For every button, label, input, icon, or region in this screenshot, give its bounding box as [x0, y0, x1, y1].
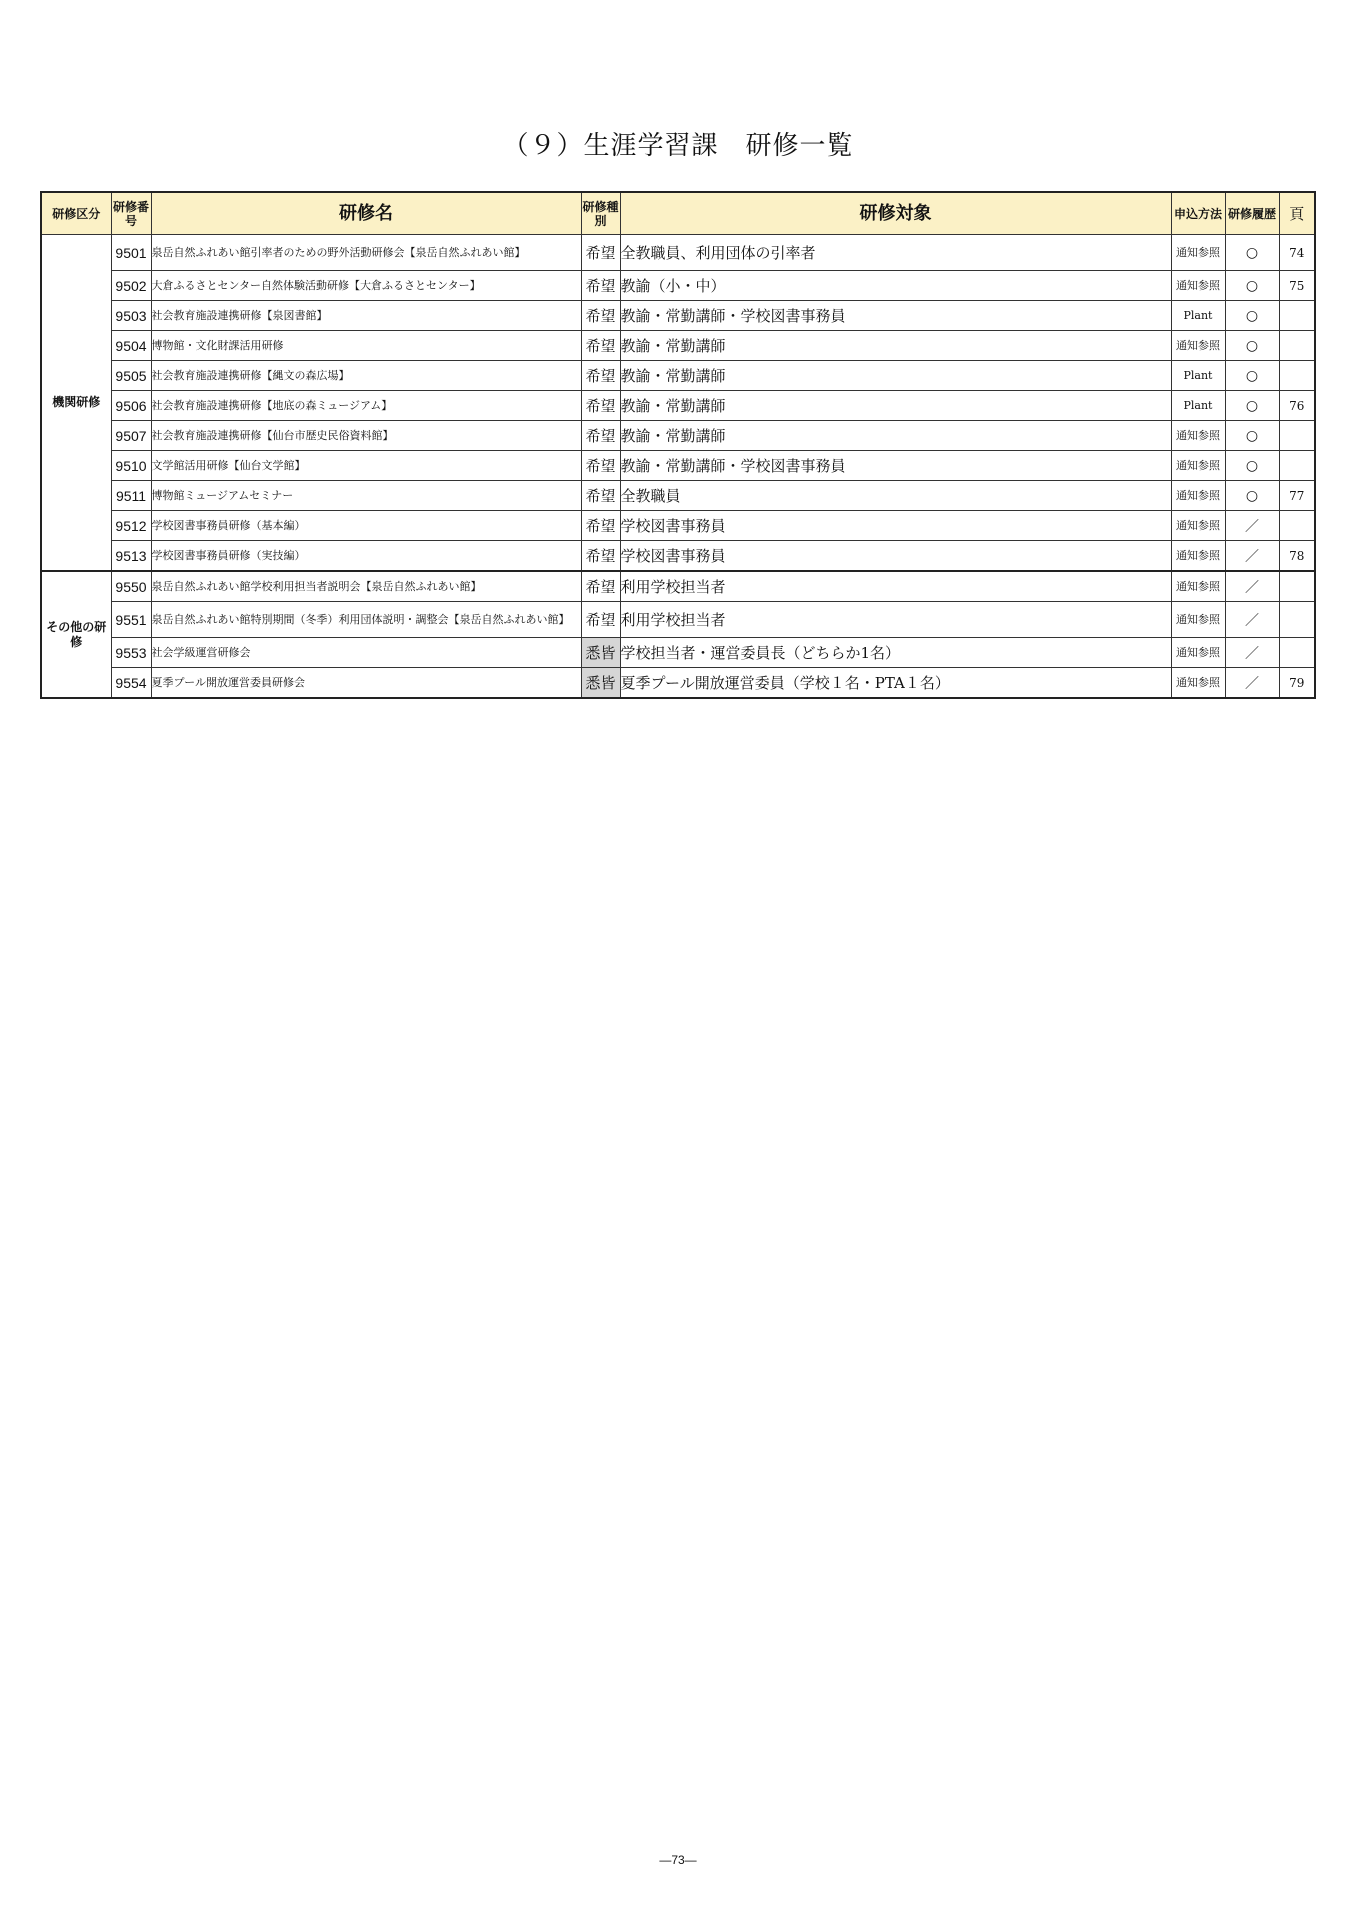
training-number: 9512: [111, 511, 151, 541]
application-method: 通知参照: [1171, 602, 1225, 638]
training-target: 教諭・常勤講師: [620, 331, 1171, 361]
training-type: 希望: [581, 571, 620, 602]
training-name: 社会教育施設連携研修【地底の森ミュージアム】: [151, 391, 581, 421]
application-method: Plant: [1171, 391, 1225, 421]
training-name: 泉岳自然ふれあい館引率者のための野外活動研修会【泉岳自然ふれあい館】: [151, 235, 581, 271]
training-type: 希望: [581, 235, 620, 271]
page-title: （９）生涯学習課 研修一覧: [502, 131, 854, 161]
training-name: 博物館ミュージアムセミナー: [151, 481, 581, 511]
training-history: ○: [1225, 391, 1279, 421]
page-ref: [1279, 638, 1315, 668]
training-type: 希望: [581, 331, 620, 361]
training-number: 9550: [111, 571, 151, 602]
training-number: 9503: [111, 301, 151, 331]
training-target: 学校図書事務員: [620, 541, 1171, 572]
training-number: 9511: [111, 481, 151, 511]
page-ref: [1279, 331, 1315, 361]
table-row: [41, 541, 1315, 572]
table-row: [41, 668, 1315, 699]
table-row: [41, 391, 1315, 421]
application-method: 通知参照: [1171, 638, 1225, 668]
header-page: 頁: [1279, 192, 1315, 235]
category-cell: その他の研修: [41, 571, 111, 698]
table-row: [41, 301, 1315, 331]
application-method: 通知参照: [1171, 668, 1225, 699]
page-ref: [1279, 451, 1315, 481]
training-history: ○: [1225, 451, 1279, 481]
application-method: Plant: [1171, 361, 1225, 391]
training-type: 希望: [581, 541, 620, 572]
training-target: 利用学校担当者: [620, 602, 1171, 638]
table-row: [41, 571, 1315, 602]
training-table: [40, 191, 1316, 699]
table-row: [41, 511, 1315, 541]
training-type: 希望: [581, 602, 620, 638]
category-cell: 機関研修: [41, 235, 111, 572]
page-ref: [1279, 421, 1315, 451]
training-name: 夏季プール開放運営委員研修会: [151, 668, 581, 699]
page-number: ―73―: [659, 1853, 697, 1867]
training-name: 学校図書事務員研修（実技編）: [151, 541, 581, 572]
training-target: 全教職員、利用団体の引率者: [620, 235, 1171, 271]
header-application: 申込方法: [1171, 192, 1225, 235]
training-number: 9513: [111, 541, 151, 572]
page-ref: 78: [1279, 541, 1315, 572]
training-name: 博物館・文化財課活用研修: [151, 331, 581, 361]
header-name: 研修名: [151, 192, 581, 235]
header-history: 研修履歴: [1225, 192, 1279, 235]
table-row: [41, 331, 1315, 361]
training-type: 希望: [581, 361, 620, 391]
training-target: 教諭・常勤講師・学校図書事務員: [620, 451, 1171, 481]
training-number: 9554: [111, 668, 151, 699]
training-type: 希望: [581, 301, 620, 331]
training-name: 社会教育施設連携研修【縄文の森広場】: [151, 361, 581, 391]
header-type: 研修種別: [581, 192, 620, 235]
training-history: ○: [1225, 481, 1279, 511]
training-number: 9506: [111, 391, 151, 421]
training-number: 9510: [111, 451, 151, 481]
training-target: 学校図書事務員: [620, 511, 1171, 541]
page-ref: [1279, 511, 1315, 541]
page-ref: [1279, 361, 1315, 391]
application-method: 通知参照: [1171, 451, 1225, 481]
header-category: 研修区分: [41, 192, 111, 235]
application-method: 通知参照: [1171, 271, 1225, 301]
page-ref: [1279, 301, 1315, 331]
training-name: 泉岳自然ふれあい館特別期間（冬季）利用団体説明・調整会【泉岳自然ふれあい館】: [151, 602, 581, 638]
training-history: ○: [1225, 235, 1279, 271]
training-number: 9553: [111, 638, 151, 668]
training-number: 9551: [111, 602, 151, 638]
application-method: 通知参照: [1171, 481, 1225, 511]
training-number: 9507: [111, 421, 151, 451]
training-number: 9502: [111, 271, 151, 301]
training-target: 全教職員: [620, 481, 1171, 511]
table-row: [41, 451, 1315, 481]
training-history: ○: [1225, 361, 1279, 391]
training-history: ／: [1225, 571, 1279, 602]
training-name: 学校図書事務員研修（基本編）: [151, 511, 581, 541]
training-history: ／: [1225, 602, 1279, 638]
training-history: ／: [1225, 668, 1279, 699]
application-method: 通知参照: [1171, 571, 1225, 602]
application-method: 通知参照: [1171, 331, 1225, 361]
training-target: 教諭・常勤講師: [620, 421, 1171, 451]
training-name: 社会教育施設連携研修【泉図書館】: [151, 301, 581, 331]
header-target: 研修対象: [620, 192, 1171, 235]
training-target: 学校担当者・運営委員長（どちらか1名）: [620, 638, 1171, 668]
training-history: ／: [1225, 541, 1279, 572]
training-type: 希望: [581, 421, 620, 451]
table-row: [41, 421, 1315, 451]
training-history: ○: [1225, 301, 1279, 331]
table-row: [41, 638, 1315, 668]
training-history: ○: [1225, 331, 1279, 361]
table-row: [41, 271, 1315, 301]
training-type: 希望: [581, 391, 620, 421]
training-type: 希望: [581, 481, 620, 511]
training-target: 夏季プール開放運営委員（学校１名・PTA１名）: [620, 668, 1171, 699]
application-method: 通知参照: [1171, 541, 1225, 572]
training-history: ／: [1225, 511, 1279, 541]
training-name: 社会教育施設連携研修【仙台市歴史民俗資料館】: [151, 421, 581, 451]
training-number: 9504: [111, 331, 151, 361]
training-history: ／: [1225, 638, 1279, 668]
table-row: [41, 361, 1315, 391]
training-history: ○: [1225, 271, 1279, 301]
table-body: [41, 235, 1315, 699]
application-method: 通知参照: [1171, 235, 1225, 271]
application-method: Plant: [1171, 301, 1225, 331]
training-type: 希望: [581, 451, 620, 481]
page-ref: 75: [1279, 271, 1315, 301]
header-row: [41, 192, 1315, 235]
page-ref: 74: [1279, 235, 1315, 271]
page-ref: 76: [1279, 391, 1315, 421]
training-type: 悉皆: [581, 638, 620, 668]
training-history: ○: [1225, 421, 1279, 451]
training-number: 9505: [111, 361, 151, 391]
training-type: 希望: [581, 511, 620, 541]
training-type: 悉皆: [581, 668, 620, 699]
training-name: 泉岳自然ふれあい館学校利用担当者説明会【泉岳自然ふれあい館】: [151, 571, 581, 602]
training-name: 社会学級運営研修会: [151, 638, 581, 668]
training-target: 教諭・常勤講師: [620, 391, 1171, 421]
application-method: 通知参照: [1171, 421, 1225, 451]
application-method: 通知参照: [1171, 511, 1225, 541]
training-name: 大倉ふるさとセンター自然体験活動研修【大倉ふるさとセンター】: [151, 271, 581, 301]
training-name: 文学館活用研修【仙台文学館】: [151, 451, 581, 481]
training-target: 利用学校担当者: [620, 571, 1171, 602]
table-row: [41, 602, 1315, 638]
table-row: [41, 235, 1315, 271]
header-number: 研修番号: [111, 192, 151, 235]
page-ref: 79: [1279, 668, 1315, 699]
training-type: 希望: [581, 271, 620, 301]
page-ref: [1279, 571, 1315, 602]
training-target: 教諭・常勤講師: [620, 361, 1171, 391]
page-ref: 77: [1279, 481, 1315, 511]
table-row: [41, 481, 1315, 511]
page-ref: [1279, 602, 1315, 638]
training-target: 教諭（小・中）: [620, 271, 1171, 301]
training-target: 教諭・常勤講師・学校図書事務員: [620, 301, 1171, 331]
training-number: 9501: [111, 235, 151, 271]
